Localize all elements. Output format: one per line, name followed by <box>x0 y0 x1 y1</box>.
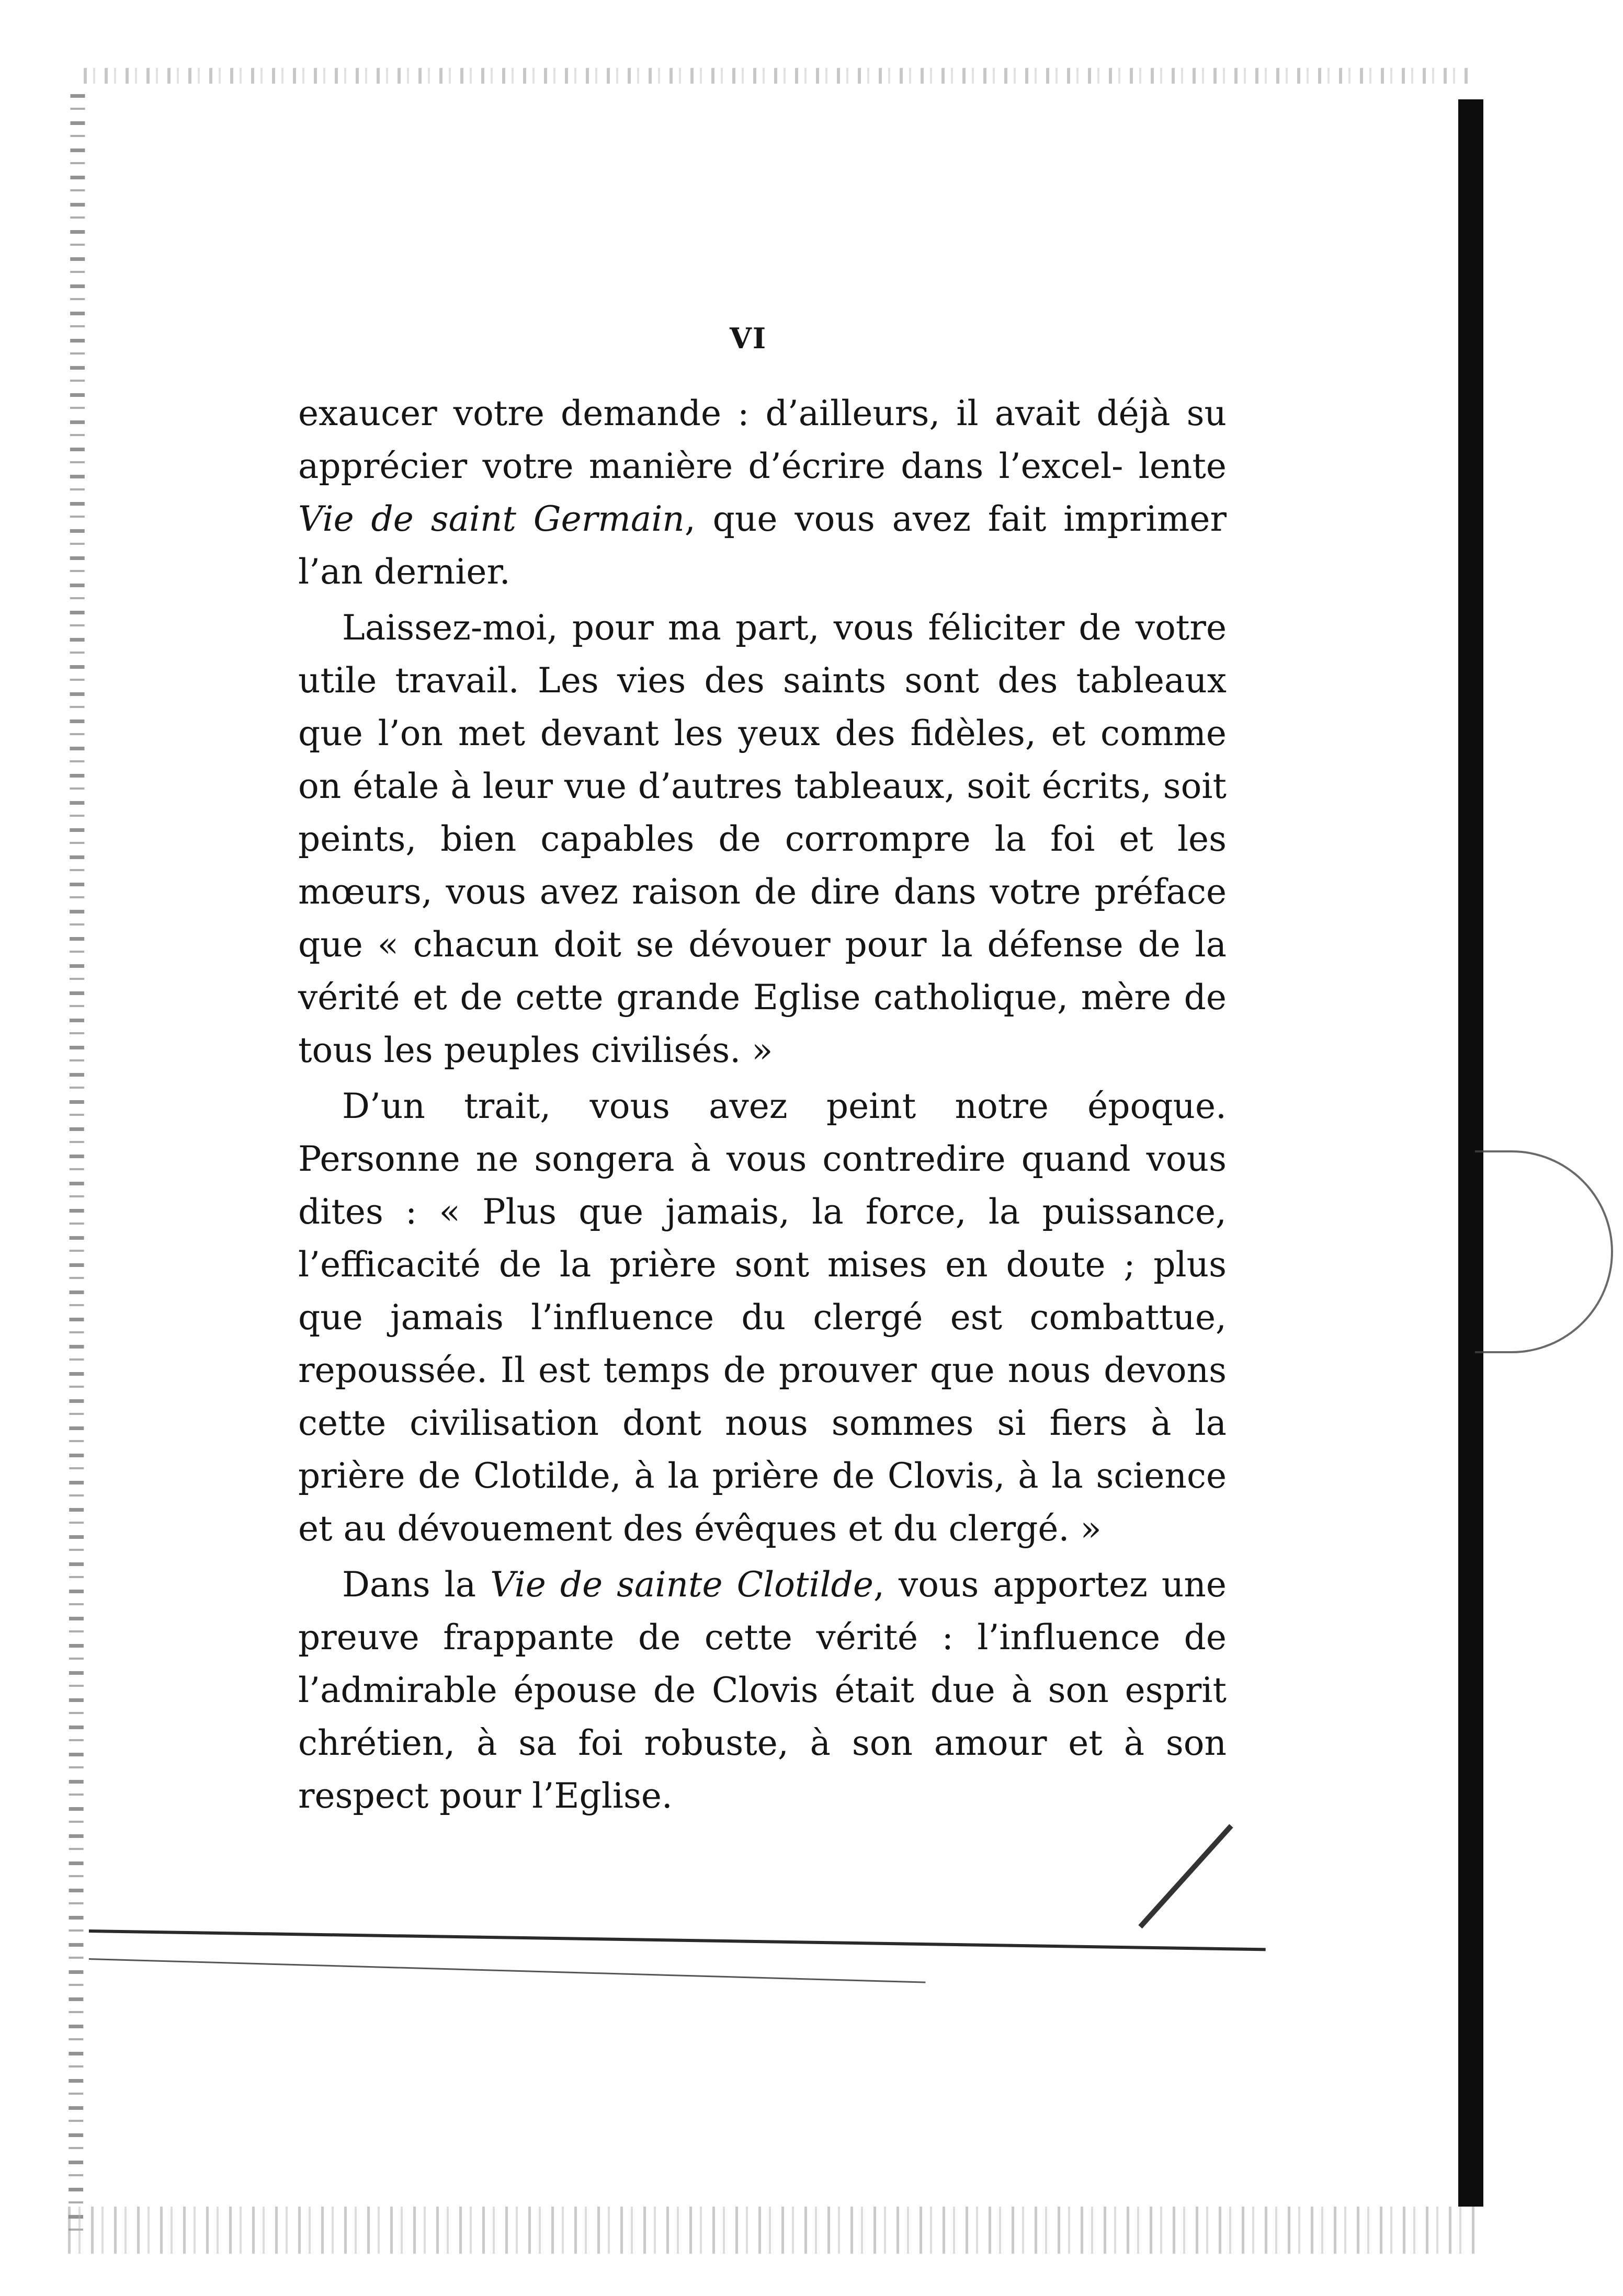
bottom-scan-line-thin <box>89 1958 925 1983</box>
paragraph-3 <box>298 1080 1227 1555</box>
paragraph-1-line-1: exaucer votre demande : d’ailleurs, il avait déjà <box>298 393 1171 433</box>
scan-noise-top <box>84 68 1470 84</box>
paragraph-1-line-3a: lente <box>1138 446 1227 486</box>
scan-noise-bottom <box>68 2207 1480 2254</box>
body-text <box>298 387 1227 1825</box>
scratch-mark <box>1138 1824 1233 1928</box>
paragraph-1-line-2: su apprécier votre manière d’écrire dans l’excel- <box>298 393 1227 486</box>
paragraph-1-line-4: imprimer l’an dernier. <box>298 499 1227 592</box>
paragraph-1-line-3b: , que vous avez fait <box>684 499 1047 539</box>
page-number: VI <box>730 322 767 355</box>
bottom-scan-line <box>89 1929 1266 1951</box>
paragraph-4 <box>298 1558 1227 1822</box>
paragraph-3-text: D’un trait, vous avez peint notre époque. Personne ne songera à vous contredire quand vous dites : « Plus que jamais, la force, la puissance, l’efficacité de la prière sont mises en doute ; plus que jamais l’influence du clergé est combattue, repoussée. Il est temps de prouver que nous devons cette civilisation dont nous sommes si fiers à la prière de Clotilde, à la prière de Clovis, à la science et au dévouement des évêques et du clergé. » <box>298 1086 1227 1549</box>
book-title-clotilde: Vie de sainte Clotilde <box>490 1564 873 1605</box>
paragraph-4-text-a: Dans la <box>342 1564 491 1605</box>
scan-noise-left-margin <box>58 94 94 2238</box>
paragraph-4-text-b: , vous apportez une preuve frappante de cette vérité : l’influence de l’admirable épouse de Clovis était due à son esprit chrétien, à sa foi robuste, à son amour et à son respect pour l’Eglise. <box>298 1564 1227 1816</box>
paragraph-2 <box>298 601 1227 1077</box>
book-title-germain: Vie de saint Germain <box>298 499 685 539</box>
paper-crease-mark <box>1475 1150 1613 1353</box>
paragraph-2-text: Laissez-moi, pour ma part, vous féliciter de votre utile travail. Les vies des saints sont des tableaux que l’on met devant les yeux des fidèles, et comme on étale à leur vue d’autres tableaux, soit écrits, soit peints, bien capables de corrompre la foi et les mœurs, vous avez raison de dire dans votre préface que « chacun doit se dévouer pour la défense de la vérité et de cette grande Eglise catholique, mère de tous les peuples civilisés. » <box>298 608 1227 1070</box>
paragraph-1 <box>298 387 1227 598</box>
